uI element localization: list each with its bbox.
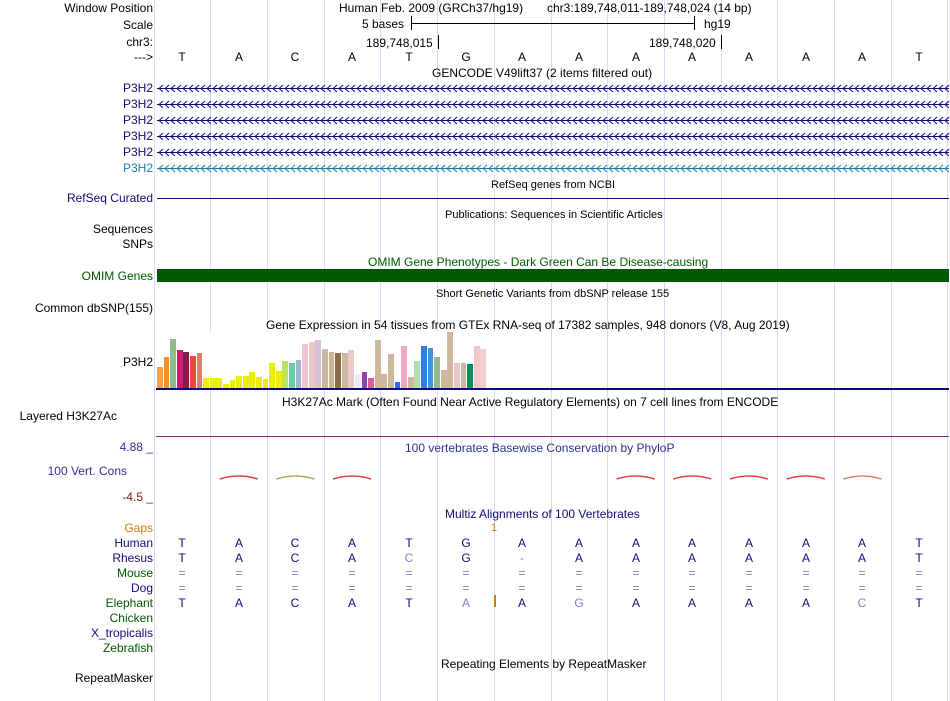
gtex-tissue-bar[interactable] [230, 380, 236, 388]
multiz-species-label[interactable]: X_tropicalis [90, 626, 153, 640]
phylop-title: 100 vertebrates Basewise Conservation by PhyloP [405, 441, 675, 455]
refseq-gene-line[interactable] [157, 198, 949, 199]
gtex-tissue-bar[interactable] [467, 364, 473, 388]
gtex-tissue-bar[interactable] [183, 352, 189, 388]
phylop-score-mark [333, 476, 371, 479]
reference-base: C [290, 50, 300, 64]
reference-base: A [517, 50, 526, 64]
gencode-transcript-label[interactable]: P3H2 [122, 145, 153, 159]
gtex-tissue-bar[interactable] [315, 340, 321, 388]
gencode-transcript-line[interactable] [157, 131, 949, 142]
gaps-label: Gaps [124, 521, 153, 535]
multiz-base: = [745, 581, 753, 595]
position-label-1: 189,748,015 [366, 36, 433, 50]
multiz-base: A [234, 596, 243, 610]
multiz-base: A [687, 596, 696, 610]
reference-base: A [631, 50, 640, 64]
multiz-species-label[interactable]: Dog [130, 581, 153, 595]
multiz-base: T [178, 536, 186, 550]
multiz-species-label[interactable]: Zebrafish [102, 641, 153, 655]
multiz-base: A [574, 551, 583, 565]
multiz-species-label[interactable]: Rhesus [112, 551, 153, 565]
gtex-tissue-bar[interactable] [447, 332, 453, 388]
multiz-base: = [745, 566, 753, 580]
assembly-title: Human Feb. 2009 (GRCh37/hg19) [339, 1, 524, 15]
multiz-base: A [744, 551, 753, 565]
gridline [154, 0, 155, 701]
gtex-tissue-bar[interactable] [243, 376, 249, 388]
dbsnp-title: Short Genetic Variants from dbSNP release 155 [436, 288, 670, 300]
multiz-base: A [631, 551, 640, 565]
gtex-tissue-bar[interactable] [480, 349, 486, 388]
reference-base: A [347, 50, 356, 64]
gtex-baseline [156, 388, 949, 390]
dbsnp-label[interactable]: Common dbSNP(155) [34, 301, 153, 315]
gencode-transcript-line[interactable] [157, 99, 949, 110]
multiz-base: = [291, 566, 299, 580]
multiz-base: A [744, 596, 753, 610]
multiz-base: = [915, 581, 923, 595]
reference-base: A [574, 50, 583, 64]
multiz-base: A [801, 551, 810, 565]
scale-bar-right-tick [694, 16, 695, 30]
position-tick-2 [721, 35, 722, 49]
multiz-base: = [575, 566, 583, 580]
multiz-base: G [461, 551, 471, 565]
multiz-base: = [405, 566, 413, 580]
multiz-base: = [462, 566, 470, 580]
multiz-base: = [632, 566, 640, 580]
phylop-score-mark [787, 476, 825, 479]
multiz-base: C [404, 551, 414, 565]
gtex-tissue-bar[interactable] [289, 363, 295, 388]
omim-label[interactable]: OMIM Genes [81, 269, 153, 283]
gtex-tissue-bar[interactable] [309, 342, 315, 388]
reference-base: A [857, 50, 866, 64]
gtex-tissue-bar[interactable] [276, 371, 282, 388]
gtex-tissue-bar[interactable] [256, 377, 262, 388]
phylop-max: 4.88 _ [119, 440, 153, 454]
reference-base: G [461, 50, 471, 64]
gencode-transcript-label[interactable]: P3H2 [122, 129, 153, 143]
multiz-base: G [574, 596, 584, 610]
repeatmasker-label[interactable]: RepeatMasker [74, 671, 153, 685]
multiz-base: A [574, 536, 583, 550]
gtex-tissue-bar[interactable] [302, 344, 308, 388]
multiz-base: C [290, 536, 300, 550]
reference-base: A [744, 50, 753, 64]
multiz-base: A [517, 536, 526, 550]
gencode-transcript-label[interactable]: P3H2 [122, 161, 153, 175]
multiz-base: = [575, 581, 583, 595]
multiz-species-label[interactable]: Chicken [109, 611, 153, 625]
multiz-base: A [234, 536, 243, 550]
phylop-label[interactable]: 100 Vert. Cons [47, 464, 127, 478]
gtex-tissue-bar[interactable] [408, 377, 414, 388]
phylop-score-mark [730, 476, 768, 479]
gtex-tissue-bar[interactable] [269, 363, 275, 388]
gencode-transcript-label[interactable]: P3H2 [122, 81, 153, 95]
reference-base: T [178, 50, 186, 64]
scale-text: 5 bases [362, 17, 405, 31]
elephant-insertion-marker [494, 595, 496, 607]
multiz-base: A [347, 551, 356, 565]
gtex-tissue-bar[interactable] [421, 346, 427, 388]
gtex-tissue-bar[interactable] [434, 357, 440, 388]
multiz-base: = [462, 581, 470, 595]
multiz-base: = [688, 581, 696, 595]
position-range: chr3:189,748,011-189,748,024 (14 bp) [547, 1, 752, 15]
window-position-label: Window Position [64, 1, 153, 15]
multiz-base: = [915, 566, 923, 580]
gtex-tissue-bar[interactable] [375, 340, 381, 388]
position-tick-1 [438, 35, 439, 49]
gtex-tissue-bar[interactable] [329, 352, 335, 388]
gencode-title: GENCODE V49lift37 (2 items filtered out) [432, 66, 653, 80]
multiz-species-label[interactable]: Elephant [105, 596, 153, 610]
gtex-title: Gene Expression in 54 tissues from GTEx RNA-seq of 17382 samples, 948 donors (V8, Aug 2019) [266, 318, 790, 332]
gtex-tissue-bar[interactable] [249, 372, 255, 388]
multiz-base: A [857, 551, 866, 565]
multiz-base: = [178, 566, 186, 580]
position-label-2: 189,748,020 [649, 36, 716, 50]
publications-title: Publications: Sequences in Scientific Articles [445, 209, 663, 221]
gtex-tissue-bar[interactable] [170, 339, 176, 388]
phylop-score-mark [220, 476, 258, 479]
omim-title: OMIM Gene Phenotypes - Dark Green Can Be Disease-causing [368, 255, 709, 269]
multiz-base: = [518, 581, 526, 595]
gtex-tissue-bar[interactable] [296, 360, 302, 388]
gtex-tissue-bar[interactable] [428, 348, 434, 388]
refseq-label[interactable]: RefSeq Curated [66, 191, 153, 205]
gtex-tissue-bar[interactable] [282, 361, 288, 388]
gtex-tissue-bar[interactable] [388, 354, 394, 388]
gtex-tissue-bar[interactable] [236, 376, 242, 388]
gtex-tissue-bar[interactable] [414, 361, 420, 388]
multiz-base: = [688, 566, 696, 580]
gencode-transcript-label[interactable]: P3H2 [122, 97, 153, 111]
multiz-base: = [178, 581, 186, 595]
gap-count: 1 [491, 522, 498, 534]
gtex-tissue-bar[interactable] [401, 346, 407, 388]
multiz-base: = [632, 581, 640, 595]
multiz-base: A [801, 536, 810, 550]
reference-base: A [687, 50, 696, 64]
multiz-base: C [290, 596, 300, 610]
gtex-tissue-bar[interactable] [164, 357, 170, 388]
gtex-tissue-bar[interactable] [216, 378, 222, 388]
phylop-score-mark [843, 476, 881, 479]
gtex-tissue-bar[interactable] [177, 350, 183, 388]
gencode-transcript-line[interactable] [157, 115, 949, 126]
gtex-bar-chart[interactable] [156, 332, 534, 388]
gtex-tissue-bar[interactable] [263, 379, 269, 388]
multiz-base: = [348, 566, 356, 580]
multiz-base: A [347, 596, 356, 610]
gencode-transcript-line[interactable] [157, 83, 949, 94]
reference-base: T [405, 50, 413, 64]
refseq-title: RefSeq genes from NCBI [491, 179, 616, 191]
multiz-base: A [744, 536, 753, 550]
gtex-tissue-bar[interactable] [381, 374, 387, 388]
gtex-tissue-bar[interactable] [441, 370, 447, 388]
multiz-base: A [687, 551, 696, 565]
gtex-tissue-bar[interactable] [368, 378, 374, 388]
gtex-label[interactable]: P3H2 [122, 355, 153, 369]
multiz-species-label[interactable]: Human [114, 536, 153, 550]
gtex-tissue-bar[interactable] [203, 378, 209, 388]
gtex-tissue-bar[interactable] [322, 349, 328, 388]
gencode-transcript-label[interactable]: P3H2 [122, 113, 153, 127]
multiz-base: A [631, 596, 640, 610]
scale-bar-left-tick [411, 16, 412, 30]
gtex-tissue-bar[interactable] [190, 356, 196, 388]
multiz-base: T [405, 536, 413, 550]
multiz-base: T [915, 596, 923, 610]
multiz-base: = [518, 566, 526, 580]
scale-bar [411, 23, 695, 24]
reference-base: T [915, 50, 923, 64]
multiz-base: = [235, 581, 243, 595]
strand-label: ---> [134, 50, 153, 64]
multiz-base: = [348, 581, 356, 595]
multiz-base: T [405, 596, 413, 610]
multiz-base: A [517, 596, 526, 610]
h3k27ac-label[interactable]: Layered H3K27Ac [19, 409, 117, 423]
multiz-base: T [178, 596, 186, 610]
multiz-base: = [291, 581, 299, 595]
gencode-transcript-line[interactable] [157, 163, 949, 174]
multiz-base: A [461, 596, 470, 610]
gtex-tissue-bar[interactable] [454, 363, 460, 388]
gtex-tissue-bar[interactable] [210, 378, 216, 388]
snps-label[interactable]: SNPs [122, 237, 153, 251]
gtex-tissue-bar[interactable] [348, 350, 354, 388]
omim-gene-bar[interactable] [157, 269, 949, 282]
phylop-score-mark [617, 476, 655, 479]
gtex-tissue-bar[interactable] [461, 363, 467, 388]
gtex-tissue-bar[interactable] [335, 353, 341, 388]
repeatmasker-title: Repeating Elements by RepeatMasker [441, 657, 647, 671]
multiz-base: T [915, 551, 923, 565]
multiz-base: T [178, 551, 186, 565]
scale-label: Scale [122, 18, 153, 32]
gtex-tissue-bar[interactable] [197, 353, 203, 388]
reference-base: A [801, 50, 810, 64]
multiz-base: = [405, 581, 413, 595]
multiz-base: A [857, 536, 866, 550]
h3k27ac-baseline [156, 436, 949, 437]
gtex-tissue-bar[interactable] [342, 353, 348, 388]
phylop-score-mark [276, 476, 314, 479]
scale-db: hg19 [704, 17, 731, 31]
gtex-tissue-bar[interactable] [362, 372, 368, 388]
gtex-tissue-bar[interactable] [474, 346, 480, 388]
multiz-base: T [915, 536, 923, 550]
multiz-base: A [801, 596, 810, 610]
reference-base: A [234, 50, 243, 64]
multiz-base: = [858, 581, 866, 595]
h3k27ac-title: H3K27Ac Mark (Often Found Near Active Regulatory Elements) on 7 cell lines from ENCODE [282, 395, 779, 409]
multiz-base: C [857, 596, 867, 610]
gencode-transcript-line[interactable] [157, 147, 949, 158]
gtex-tissue-bar[interactable] [157, 367, 163, 388]
multiz-base: = [802, 581, 810, 595]
multiz-base: C [290, 551, 300, 565]
multiz-base: = [858, 566, 866, 580]
multiz-base: = [802, 566, 810, 580]
multiz-title: Multiz Alignments of 100 Vertebrates [445, 507, 640, 521]
multiz-base: G [461, 536, 471, 550]
chrom-label: chr3: [126, 35, 153, 49]
multiz-base: A [687, 536, 696, 550]
phylop-score-mark [673, 476, 711, 479]
multiz-base: A [347, 536, 356, 550]
multiz-base: A [234, 551, 243, 565]
sequences-label[interactable]: Sequences [92, 222, 153, 236]
phylop-min: -4.5 _ [122, 490, 153, 504]
multiz-base: = [235, 566, 243, 580]
phylop-signal[interactable] [156, 470, 949, 486]
multiz-species-label[interactable]: Mouse [116, 566, 153, 580]
multiz-base: - [520, 551, 524, 565]
gtex-tissue-bar[interactable] [355, 374, 361, 388]
multiz-base: A [631, 536, 640, 550]
